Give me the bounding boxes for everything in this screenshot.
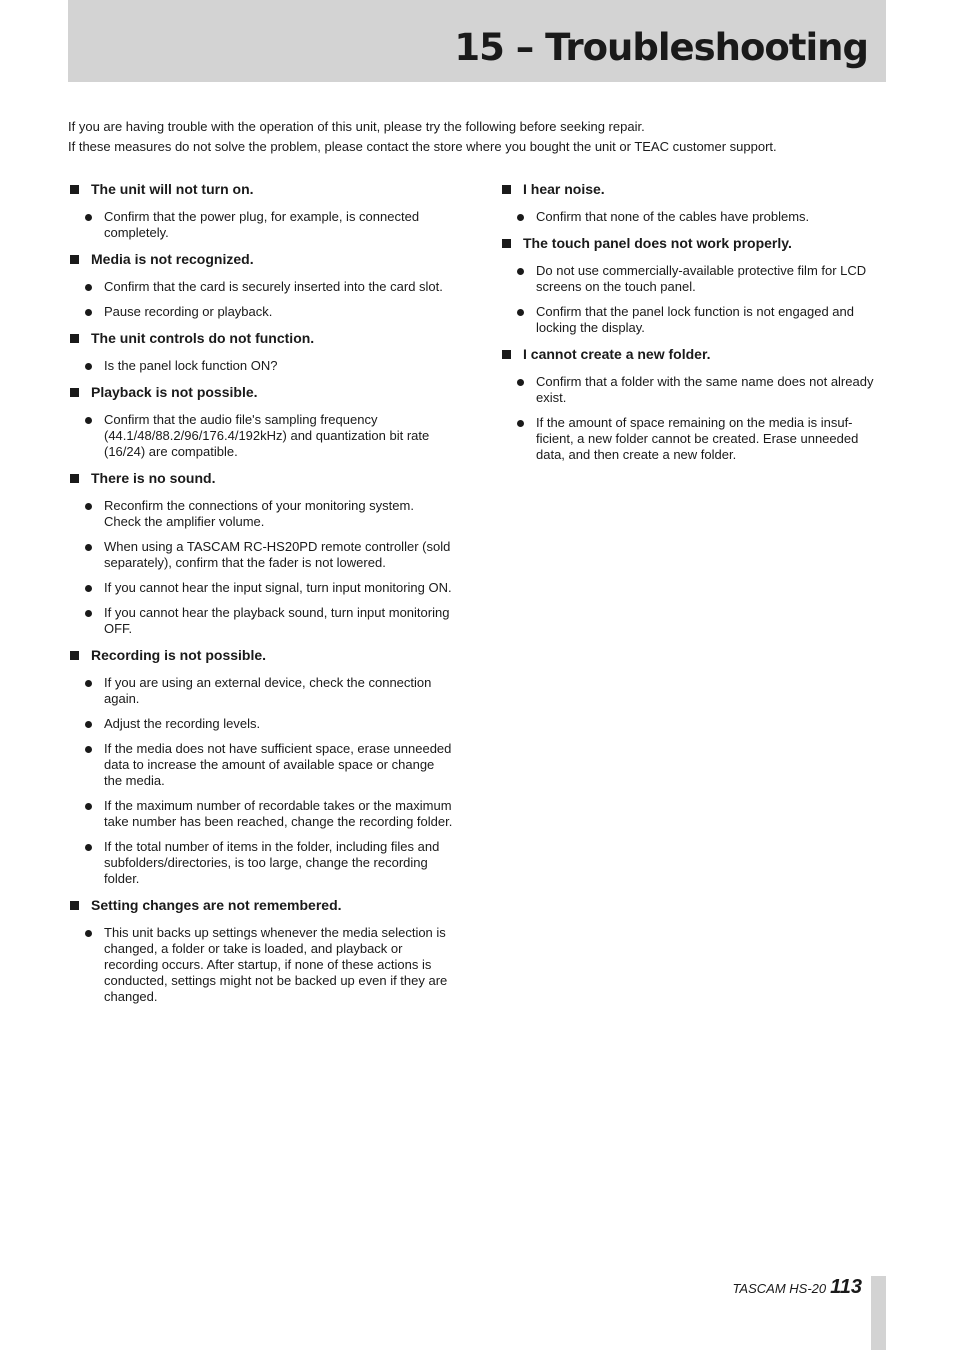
footer-tab-marker bbox=[871, 1276, 886, 1350]
bullet-dot-icon bbox=[85, 844, 92, 851]
section bbox=[68, 383, 454, 460]
bullet-dot-icon bbox=[85, 803, 92, 810]
bullet-dot-icon bbox=[85, 417, 92, 424]
page-number: 113 bbox=[830, 1276, 862, 1298]
square-bullet-icon bbox=[502, 350, 511, 359]
intro-line: If these measures do not solve the problem, please contact the store where you bought the unit or TEAC customer support. bbox=[68, 139, 777, 154]
section-heading: Recording is not possible. bbox=[91, 647, 267, 663]
section-heading: The unit will not turn on. bbox=[91, 181, 254, 197]
section bbox=[68, 469, 454, 637]
list-item: Confirm that the card is securely inserted into the card slot. bbox=[68, 279, 454, 295]
list-item: Confirm that the panel lock function is not engaged and locking the display. bbox=[500, 304, 886, 336]
list-item: Do not use commercially-available protective film for LCD screens on the touch panel. bbox=[500, 263, 886, 295]
section-heading: The touch panel does not work properly. bbox=[523, 235, 792, 251]
list-item: If the total number of items in the folder, including files and subfolders/directories, is too large, change the recording folder. bbox=[68, 839, 454, 887]
chapter-header-band bbox=[68, 0, 886, 82]
bullet-dot-icon bbox=[517, 214, 524, 221]
list-item: If the media does not have sufficient space, erase unneeded data to increase the amount of available space or change the media. bbox=[68, 741, 454, 789]
section bbox=[68, 250, 454, 320]
bullet-dot-icon bbox=[85, 544, 92, 551]
list-item: Adjust the recording levels. bbox=[68, 716, 454, 732]
bullet-dot-icon bbox=[85, 214, 92, 221]
section bbox=[500, 180, 886, 225]
list-item: If the amount of space remaining on the media is insuf-ficient, a new folder cannot be created. Erase unneeded data, and then create a new folder. bbox=[500, 415, 886, 463]
list-item: If you cannot hear the playback sound, turn input monitoring OFF. bbox=[68, 605, 454, 637]
list-item: Confirm that none of the cables have problems. bbox=[500, 209, 886, 225]
section bbox=[68, 896, 454, 1005]
section bbox=[68, 180, 454, 241]
list-item: If the maximum number of recordable takes or the maximum take number has been reached, change the recording folder. bbox=[68, 798, 454, 830]
square-bullet-icon bbox=[70, 474, 79, 483]
section bbox=[500, 345, 886, 463]
bullet-dot-icon bbox=[517, 420, 524, 427]
section-heading: Playback is not possible. bbox=[91, 384, 258, 400]
bullet-dot-icon bbox=[517, 268, 524, 275]
list-item: If you are using an external device, check the connection again. bbox=[68, 675, 454, 707]
bullet-dot-icon bbox=[85, 680, 92, 687]
list-item: Is the panel lock function ON? bbox=[68, 358, 454, 374]
square-bullet-icon bbox=[70, 388, 79, 397]
list-item: Confirm that the power plug, for example, is connected completely. bbox=[68, 209, 454, 241]
bullet-dot-icon bbox=[85, 284, 92, 291]
section bbox=[68, 646, 454, 887]
section-heading: Media is not recognized. bbox=[91, 251, 254, 267]
section-heading: I hear noise. bbox=[523, 181, 605, 197]
square-bullet-icon bbox=[70, 185, 79, 194]
square-bullet-icon bbox=[70, 651, 79, 660]
square-bullet-icon bbox=[70, 334, 79, 343]
list-item: Reconfirm the connections of your monitoring system. Check the amplifier volume. bbox=[68, 498, 454, 530]
square-bullet-icon bbox=[70, 901, 79, 910]
chapter-title: 15 – Troubleshooting bbox=[454, 26, 868, 69]
bullet-dot-icon bbox=[85, 930, 92, 937]
list-item: Pause recording or playback. bbox=[68, 304, 454, 320]
bullet-dot-icon bbox=[517, 309, 524, 316]
section-heading: The unit controls do not function. bbox=[91, 330, 315, 346]
list-item: When using a TASCAM RC-HS20PD remote controller (sold separately), confirm that the fader is not lowered. bbox=[68, 539, 454, 571]
square-bullet-icon bbox=[70, 255, 79, 264]
section-heading: There is no sound. bbox=[91, 470, 216, 486]
bullet-dot-icon bbox=[85, 721, 92, 728]
section-heading: I cannot create a new folder. bbox=[523, 346, 711, 362]
bullet-dot-icon bbox=[85, 309, 92, 316]
section-heading: Setting changes are not remembered. bbox=[91, 897, 342, 913]
section bbox=[68, 329, 454, 374]
list-item: Confirm that the audio file's sampling frequency (44.1/48/88.2/96/176.4/192kHz) and quantization bit rate (16/24) are compatible. bbox=[68, 412, 454, 460]
list-item: If you cannot hear the input signal, turn input monitoring ON. bbox=[68, 580, 454, 596]
square-bullet-icon bbox=[502, 239, 511, 248]
intro-text bbox=[68, 117, 886, 157]
bullet-dot-icon bbox=[85, 610, 92, 617]
page-footer bbox=[732, 1276, 862, 1299]
bullet-dot-icon bbox=[85, 746, 92, 753]
bullet-dot-icon bbox=[85, 503, 92, 510]
list-item: This unit backs up settings whenever the media selection is changed, a folder or take is loaded, and playback or recording occurs. After startup, if none of these actions is conducted, settings might not be backed up even if they are changed. bbox=[68, 925, 454, 1005]
section bbox=[500, 234, 886, 336]
square-bullet-icon bbox=[502, 185, 511, 194]
model-name: TASCAM HS-20 bbox=[732, 1281, 827, 1296]
intro-line: If you are having trouble with the operation of this unit, please try the following before seeking repair. bbox=[68, 119, 645, 134]
right-column bbox=[500, 180, 886, 472]
bullet-dot-icon bbox=[517, 379, 524, 386]
left-column bbox=[68, 180, 454, 1014]
bullet-dot-icon bbox=[85, 585, 92, 592]
list-item: Confirm that a folder with the same name does not already exist. bbox=[500, 374, 886, 406]
bullet-dot-icon bbox=[85, 363, 92, 370]
